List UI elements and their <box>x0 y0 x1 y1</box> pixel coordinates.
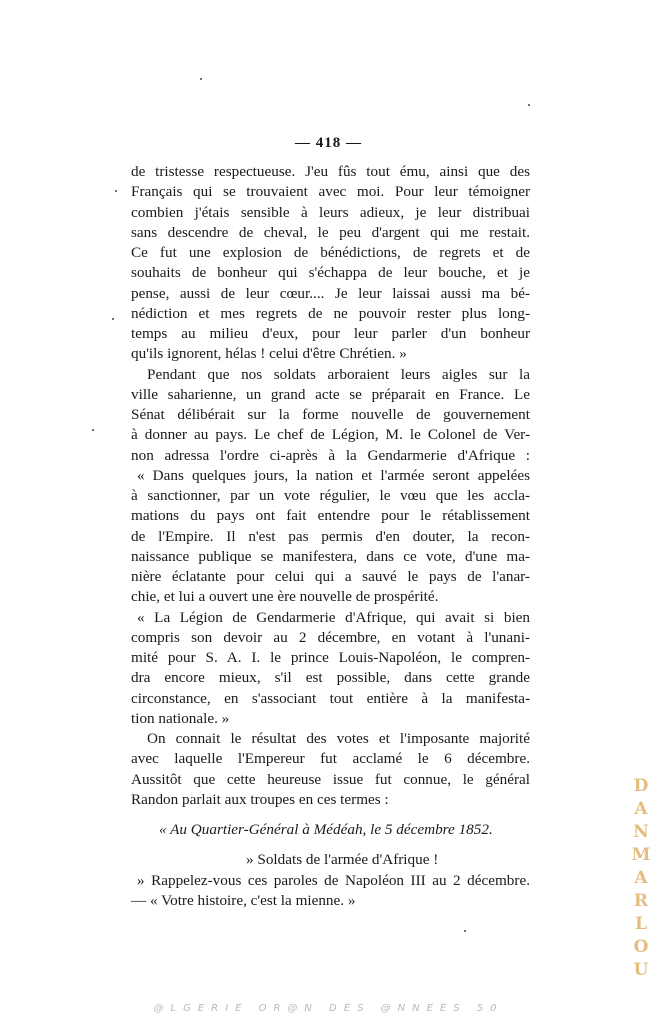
watermark-letter: L <box>635 914 647 934</box>
text-line: Ce fut une explosion de bénédictions, de regrets et de <box>131 244 530 261</box>
text-line: Pendant que nos soldats arboraient leurs aigles sur la <box>147 365 530 383</box>
text-line: — « Votre histoire, c'est la mienne. » <box>131 891 356 909</box>
watermark-letter: A <box>634 868 648 888</box>
ink-speck <box>464 930 466 932</box>
text-line: de tristesse respectueuse. J'eu fûs tout ému, ainsi que des <box>131 163 530 180</box>
text-line: dra encore mieux, s'il est possible, dans cette grande <box>131 669 530 687</box>
text-line: « La Légion de Gendarmerie d'Afrique, qui avait si bien <box>137 608 530 626</box>
text-line: On connait le résultat des votes et l'imposante majorité <box>147 730 530 747</box>
text-line: chie, et lui a ouvert une ère nouvelle de prospérité. <box>131 588 439 606</box>
text-line: circonstance, en s'associant tout entière à la manifesta- <box>131 689 530 707</box>
text-line: temps au milieu d'eux, pour leur parler d'un bonheur <box>131 325 530 342</box>
ink-speck <box>92 429 94 431</box>
spacer <box>131 840 530 850</box>
text-line: mité pour S. A. I. le prince Louis-Napoléon, le compren- <box>131 649 530 666</box>
ink-speck <box>115 190 117 192</box>
watermark-letter: N <box>633 822 649 842</box>
text-line: souhaits de bonheur qui s'échappa de leur bouche, et je <box>131 264 530 282</box>
text-line: qu'ils ignorent, hélas ! celui d'être Chrétien. » <box>131 345 407 363</box>
watermark-letter: O <box>633 937 649 957</box>
text-line: sans descendre de cheval, le peu d'argent qui me restait. <box>131 223 530 241</box>
page-number: — 418 — <box>295 135 362 151</box>
watermark-letter: D <box>633 776 649 796</box>
text-line: à donner au pays. Le chef de Légion, M. le Colonel de Ver- <box>131 426 530 444</box>
watermark-letter: M <box>631 845 651 865</box>
bottom-watermark: @LGERIE OR@N DES @NNEES 50 <box>153 1003 504 1014</box>
text-line: nière éclatante pour celui qui a sauvé le pays de l'anar- <box>131 568 530 585</box>
text-line: Aussitôt que cette heureuse issue fut connue, le général <box>131 770 530 788</box>
text-line: combien j'étais sensible à leurs adieux, je leur distribuai <box>131 203 530 221</box>
text-line: avec laquelle l'Empereur fut acclamé le 6 décembre. <box>131 750 530 768</box>
text-line: tion nationale. » <box>131 709 230 727</box>
side-watermark <box>631 775 651 982</box>
text-line: Randon parlait aux troupes en ces termes : <box>131 790 389 808</box>
text-line: nédiction et mes regrets de ne pouvoir rester plus long- <box>131 304 530 322</box>
ink-speck <box>200 78 202 80</box>
text-line: Français qui se trouvaient avec moi. Pour leur témoigner <box>131 183 530 201</box>
text-line: ville saharienne, un grand acte se préparait en France. Le <box>131 385 530 403</box>
text-line: mations du pays ont fait entendre pour le rétablissement <box>131 507 530 525</box>
watermark-letter: A <box>634 799 648 819</box>
text-line: « Dans quelques jours, la nation et l'armée seront appelées <box>137 466 530 484</box>
text-line: à sanctionner, par un vote régulier, le vœu que les accla- <box>131 487 530 504</box>
watermark-letter: U <box>633 960 649 980</box>
dateline: « Au Quartier-Général à Médéah, le 5 décembre 1852. <box>159 821 493 838</box>
text-line: compris son devoir au 2 décembre, en votant à l'unani- <box>131 628 530 646</box>
text-line: » Rappelez-vous ces paroles de Napoléon III au 2 décembre. <box>137 871 530 889</box>
ink-speck <box>112 318 114 320</box>
text-line: de l'Empire. Il n'est pas permis d'en douter, la recon- <box>131 527 530 545</box>
spacer <box>131 810 530 820</box>
salutation: » Soldats de l'armée d'Afrique ! <box>246 851 439 869</box>
text-line: Sénat délibérait sur la forme nouvelle de gouvernement <box>131 406 530 423</box>
ink-speck <box>528 104 530 106</box>
page-body-text <box>131 162 530 911</box>
text-line: naissance publique se manifestera, dans ce vote, d'une ma- <box>131 547 530 565</box>
watermark-letter: R <box>633 891 649 911</box>
text-line: non adressa l'ordre ci-après à la Gendarmerie d'Afrique : <box>131 446 530 464</box>
text-line: pense, aussi de leur cœur.... Je leur laissai aussi ma bé- <box>131 284 530 302</box>
